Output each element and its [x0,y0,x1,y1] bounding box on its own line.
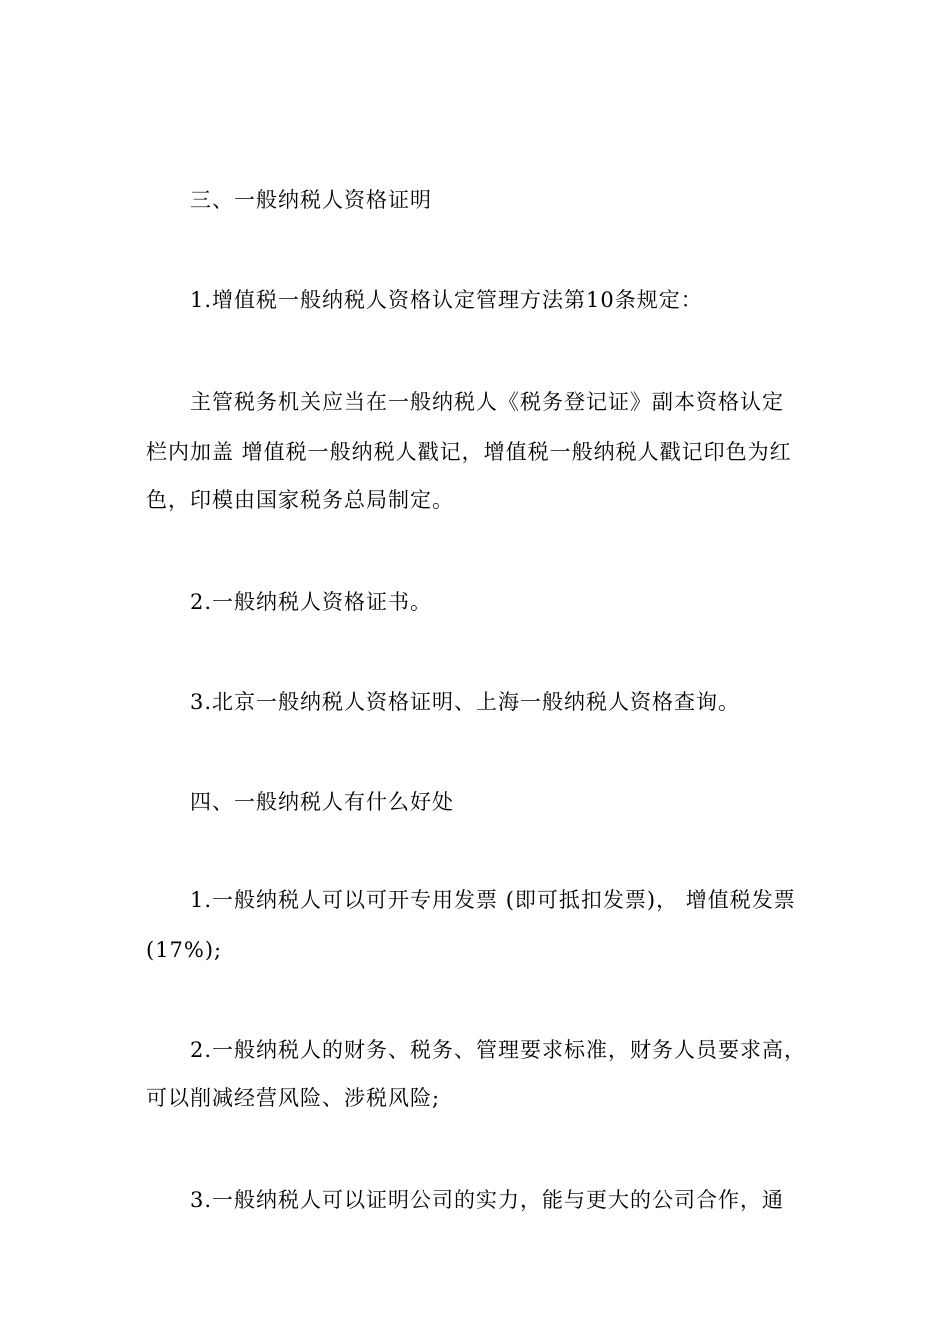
section-heading-qualification-proof: 三、一般纳税人资格证明 [190,188,432,212]
paragraph-benefit-1-line-2: (17%); [146,938,223,962]
paragraph-qualification-certificate: 2.一般纳税人资格证书。 [190,590,433,614]
paragraph-stamp-requirement-line-1: 主管税务机关应当在一般纳税人《税务登记证》副本资格认定 [190,390,784,414]
paragraph-beijing-shanghai-query: 3.北京一般纳税人资格证明、上海一般纳税人资格查询。 [190,690,741,714]
paragraph-regulation-article-10: 1.增值税一般纳税人资格认定管理方法第10条规定： [190,288,703,312]
paragraph-benefit-2-line-1: 2.一般纳税人的财务、税务、管理要求标准，财务人员要求高， [190,1038,807,1062]
paragraph-stamp-requirement-line-2: 栏内加盖 增值税一般纳税人戳记，增值税一般纳税人戳记印色为红 [146,440,792,464]
section-heading-benefits: 四、一般纳税人有什么好处 [190,790,454,814]
paragraph-benefit-3-line-1: 3.一般纳税人可以证明公司的实力，能与更大的公司合作，通 [190,1188,785,1212]
paragraph-benefit-2-line-2: 可以削减经营风险、涉税风险; [146,1086,441,1110]
paragraph-benefit-1-line-1: 1.一般纳税人可以可开专用发票 (即可抵扣发票)， 增值税发票 [190,888,796,912]
paragraph-stamp-requirement-line-3: 色，印模由国家税务总局制定。 [146,488,454,512]
